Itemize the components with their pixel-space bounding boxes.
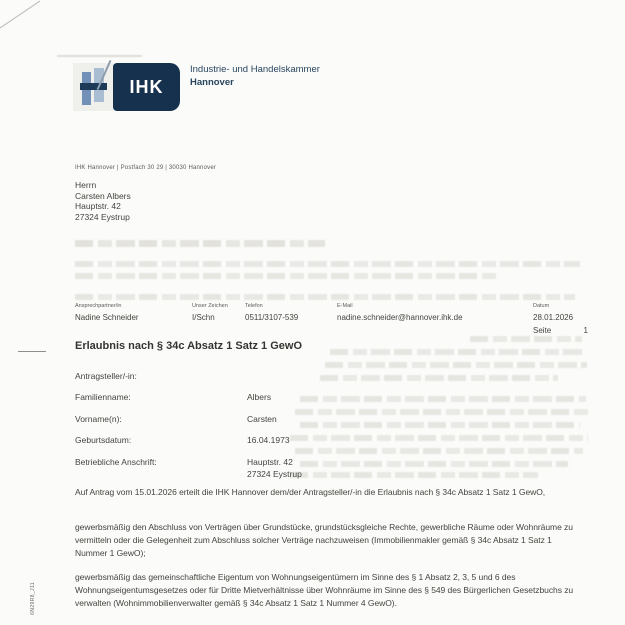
contact-label: Ansprechpartner/in [75, 303, 122, 309]
phone-column [245, 303, 298, 322]
date-column [533, 303, 573, 322]
ghost-text-line [75, 294, 575, 300]
contact-column [75, 303, 139, 322]
document-side-code: 6N29R8_J11 [30, 582, 36, 615]
field-label: Betriebliche Anschrift: [75, 457, 157, 467]
ghost-text-line [290, 472, 538, 478]
ghost-text-line [75, 273, 500, 279]
logo-bar-icon [80, 83, 107, 90]
page-number-line [533, 326, 588, 335]
email-label: E-Mail [337, 303, 353, 309]
ghost-text-line [300, 396, 586, 402]
scan-scratch-artifact [0, 1, 40, 29]
field-label: Familienname: [75, 392, 131, 402]
organization-name [190, 63, 320, 89]
recipient-name: Carsten Albers [75, 190, 131, 201]
ghost-text-line [300, 422, 580, 428]
ghost-text-line [75, 240, 325, 247]
scan-smudge-artifact [57, 55, 142, 57]
ihk-logo [73, 63, 181, 111]
field-row-vorname [75, 414, 277, 424]
date-value: 28.01.2026 [533, 313, 574, 322]
field-row-anschrift [75, 457, 302, 479]
reference-column [192, 303, 228, 322]
ghost-text-line [470, 336, 582, 342]
ghost-text-line [330, 349, 582, 355]
field-value: 16.04.1973 [247, 435, 290, 445]
fold-mark [18, 351, 46, 352]
recipient-street: Hauptstr. 42 [75, 201, 121, 211]
ihk-logo-mark [73, 63, 114, 111]
field-value: Carsten [247, 414, 277, 424]
ghost-text-line [325, 362, 587, 368]
recipient-address-block [75, 180, 131, 222]
ghost-text-line [75, 261, 580, 267]
field-value: Albers [247, 392, 272, 402]
date-label: Datum [533, 303, 550, 309]
field-value-line2: 27324 Eystrup [247, 468, 302, 479]
reference-label: Unser Zeichen [192, 303, 228, 309]
phone-label: Telefon [245, 303, 263, 309]
sender-return-address: IHK Hannover | Postfach 30 29 | 30030 Hannover [75, 165, 217, 171]
email-column [337, 303, 463, 322]
recipient-salutation: Herrn [75, 180, 97, 190]
contact-value: Nadine Schneider [75, 313, 139, 322]
ghost-text-line [295, 448, 583, 454]
email-value: nadine.schneider@hannover.ihk.de [337, 313, 463, 322]
recipient-city: 27324 Eystrup [75, 211, 130, 222]
field-row-familienname [75, 392, 272, 402]
body-paragraph-3: gewerbsmäßig das gemeinschaftliche Eigentum von Wohnungseigentümern im Sinne des § 1 Absatz 2, 3, 5 und 6 des Wohnungseigentumsgesetzes oder für Dritte Mietverhältnisse über Wohnräume im Sinne des § 549 des Bürgerlichen Gesetzbuchs zu verwalten (Wohnimmobilienverwalter gemäß § 34c Absatz 1 Satz 1 Nummer 4 GewO). [75, 572, 574, 608]
org-line1: Industrie- und Handelskammer [190, 64, 320, 75]
body-paragraph-1: Auf Antrag vom 15.01.2026 erteilt die IHK Hannover dem/der Antragsteller/-in die Erlaubnis nach § 34c Absatz 1 Satz 1 GewO, [75, 487, 546, 497]
org-line2: Hannover [190, 77, 234, 88]
page-number: 1 [583, 326, 588, 335]
page-label: Seite [533, 326, 552, 335]
ghost-text-line [300, 461, 568, 467]
applicant-heading: Antragsteller/-in: [75, 371, 137, 381]
field-label: Geburtsdatum: [75, 435, 132, 445]
field-label: Vorname(n): [75, 414, 122, 424]
ihk-logo-wordmark [113, 63, 180, 111]
body-paragraph-2: gewerbsmäßig den Abschluss von Verträgen über Grundstücke, grundstücksgleiche Rechte, gewerbliche Räume oder Wohnräume zu vermitteln oder die Gelegenheit zum Abschluss solcher Verträge nachzuweisen (Immobilienmakler gemäß § 34c Absatz 1 Satz 1 Nummer 1 GewO); [75, 522, 573, 558]
field-value-line1: Hauptstr. 42 [247, 457, 293, 467]
phone-value: 0511/3107-539 [245, 313, 299, 322]
reference-value: I/Schn [192, 313, 215, 322]
ghost-text-line [295, 409, 589, 415]
logo-acronym: IHK [129, 76, 164, 97]
subject-line: Erlaubnis nach § 34c Absatz 1 Satz 1 GewO [75, 340, 303, 352]
ghost-text-line [290, 435, 588, 441]
ghost-text-line [320, 375, 558, 381]
field-row-geburtsdatum [75, 435, 290, 445]
